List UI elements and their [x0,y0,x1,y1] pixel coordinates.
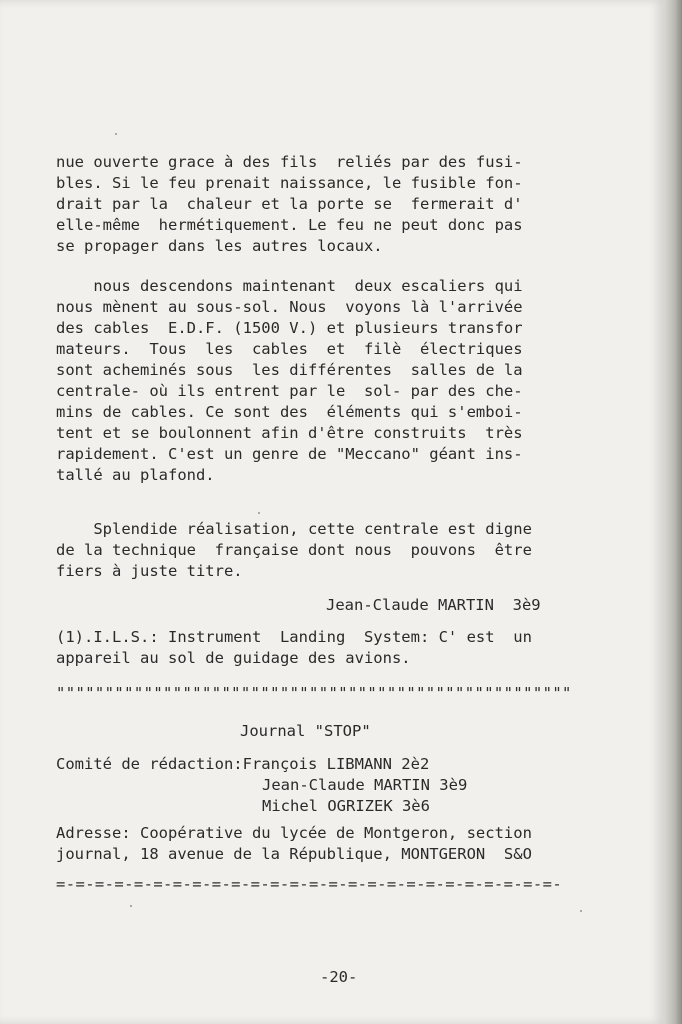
text-line: Splendide réalisation, cette centrale est digne [56,520,532,538]
page-edge-shadow [664,0,682,1024]
text-line: de la technique française dont nous pouvons être [56,541,532,559]
author-signature: Jean-Claude MARTIN 3è9 [326,596,541,614]
dash-divider: =-=-=-=-=-=-=-=-=-=-=-=-=-=-=-=-=-=-=-=-=-=-=-=-=-=- [56,875,563,893]
text-line: Adresse: Coopérative du lycée de Montgeron, section [56,824,532,842]
paper-speck [115,133,117,135]
text-line: elle-même hermétiquement. Le feu ne peut donc pas [56,216,523,234]
text-line: se propager dans les autres locaux. [56,237,383,255]
editorial-committee [56,754,467,817]
text-line: mins de cables. Ce sont des éléments qui s'emboi- [56,403,523,421]
text-line: journal, 18 avenue de la République, MONTGERON S&O [56,845,532,863]
text-line: drait par la chaleur et la porte se fermerait d' [56,195,523,213]
paper-speck [258,512,260,514]
text-line: fiers à juste titre. [56,562,243,580]
text-line: bles. Si le feu prenait naissance, le fusible fon- [56,174,523,192]
committee-label-line: Comité de rédaction:François LIBMANN 2è2 [56,755,430,773]
journal-title: Journal "STOP" [240,722,371,740]
text-line: tent et se boulonnent afin d'être construits très [56,424,523,442]
committee-member: Jean-Claude MARTIN 3è9 [262,776,468,794]
paper-speck [130,905,132,907]
page-number: -20- [320,968,358,986]
text-line: appareil au sol de guidage des avions. [56,649,411,667]
quote-mark-divider: """"""""""""""""""""""""""""""""""""""""""""""""""""" [56,684,572,702]
committee-member: Michel OGRIZEK 3è6 [262,797,430,815]
text-line: centrale- où ils entrent par le sol- par des che- [56,382,523,400]
address-block [56,823,588,865]
text-line: nous mènent au sous-sol. Nous voyons là l'arrivée [56,298,523,316]
paper-speck [580,910,582,912]
footnote-ils [56,627,588,669]
text-line: sont acheminés sous les différentes salles de la [56,361,523,379]
paragraph-conclusion [56,519,588,582]
paragraph-fire-door [56,152,588,257]
text-line: nue ouverte grace à des fils reliés par des fusi- [56,153,523,171]
text-line: mateurs. Tous les cables et filè électriques [56,340,523,358]
text-line: nous descendons maintenant deux escaliers qui [56,277,523,295]
text-line: des cables E.D.F. (1500 V.) et plusieurs transfor [56,319,523,337]
text-line: rapidement. C'est un genre de "Meccano" géant ins- [56,445,523,463]
text-line: tallé au plafond. [56,466,215,484]
text-line: (1).I.L.S.: Instrument Landing System: C' est un [56,628,532,646]
paragraph-basement [56,276,588,486]
